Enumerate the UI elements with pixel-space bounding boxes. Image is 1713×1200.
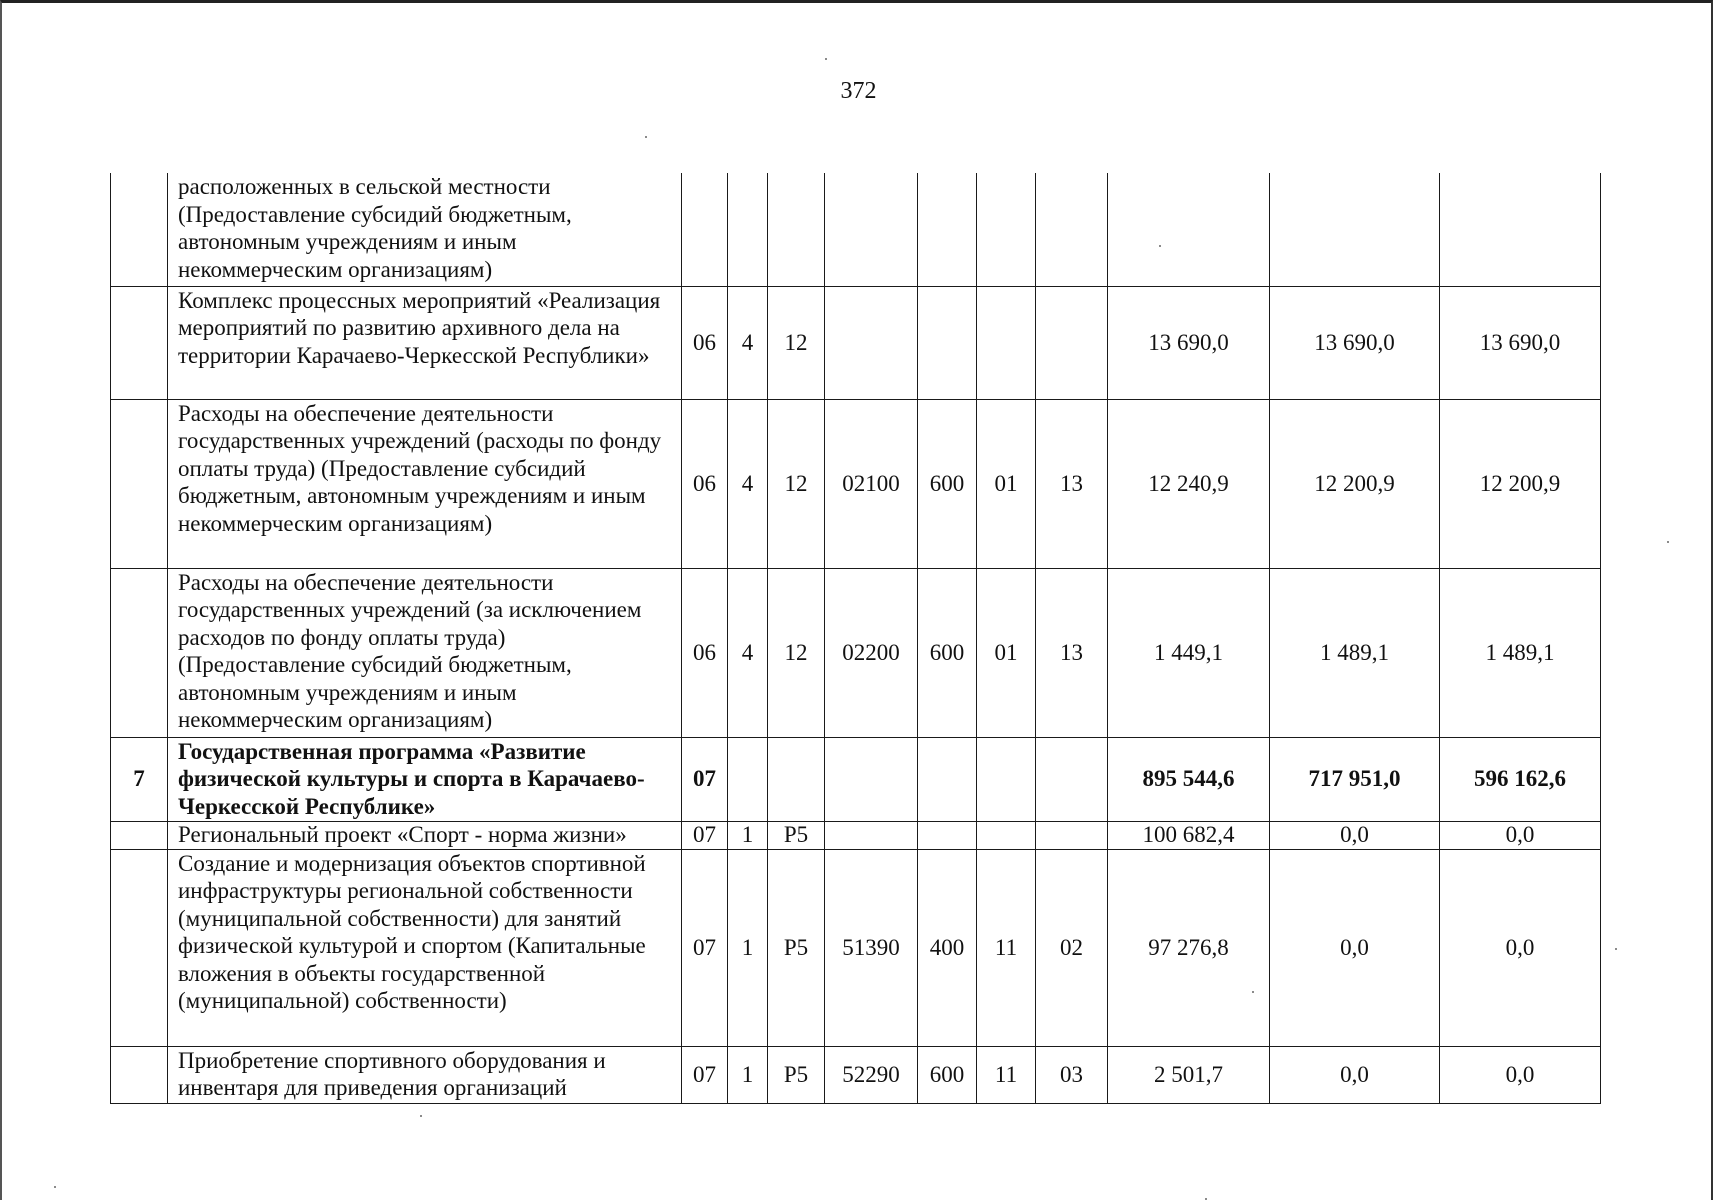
- scan-speck: [420, 1115, 422, 1117]
- amount-2: 1 489,1: [1270, 568, 1440, 737]
- row-number: 7: [111, 737, 168, 821]
- code-6: 11: [977, 1046, 1036, 1103]
- amount-2: [1270, 173, 1440, 286]
- row-number: [111, 399, 168, 568]
- code-3: 12: [768, 568, 825, 737]
- row-number: [111, 821, 168, 849]
- page-number: 372: [840, 78, 877, 104]
- code-1: 06: [682, 568, 728, 737]
- code-1: 06: [682, 286, 728, 399]
- amount-3: 12 200,9: [1440, 399, 1601, 568]
- code-5: [918, 821, 977, 849]
- code-4: [825, 821, 918, 849]
- code-7: 13: [1036, 399, 1108, 568]
- code-6: [977, 173, 1036, 286]
- amount-1: 895 544,6: [1108, 737, 1270, 821]
- table-row: [111, 849, 1601, 1046]
- row-name: Комплекс процессных мероприятий «Реализация мероприятий по развитию архивного дела на территории Карачаево-Черкесской Республики»: [168, 286, 682, 399]
- code-7: 13: [1036, 568, 1108, 737]
- row-name: Региональный проект «Спорт - норма жизни»: [168, 821, 682, 849]
- amount-1: 2 501,7: [1108, 1046, 1270, 1103]
- row-name: Создание и модернизация объектов спортивной инфраструктуры региональной собственности (муниципальной собственности) для занятий физической культурой и спортом (Капитальные вложения в объекты государственной (муниципальной) собственности): [168, 849, 682, 1046]
- code-6: [977, 286, 1036, 399]
- code-2: [728, 173, 768, 286]
- code-3: [768, 173, 825, 286]
- code-4: 51390: [825, 849, 918, 1046]
- amount-3: 13 690,0: [1440, 286, 1601, 399]
- scan-speck: [825, 58, 827, 60]
- code-5: [918, 286, 977, 399]
- amount-2: 0,0: [1270, 821, 1440, 849]
- code-4: [825, 173, 918, 286]
- code-5: 600: [918, 568, 977, 737]
- code-1: 07: [682, 849, 728, 1046]
- row-name: Расходы на обеспечение деятельности государственных учреждений (за исключением расходов по фонду оплаты труда) (Предоставление субсидий бюджетным, автономным учреждениям и иным некоммерческим организациям): [168, 568, 682, 737]
- code-5: [918, 737, 977, 821]
- code-7: [1036, 821, 1108, 849]
- amount-3: 0,0: [1440, 1046, 1601, 1103]
- code-2: 1: [728, 849, 768, 1046]
- scan-speck: [1615, 948, 1617, 950]
- code-6: 11: [977, 849, 1036, 1046]
- code-7: [1036, 737, 1108, 821]
- amount-2: 13 690,0: [1270, 286, 1440, 399]
- code-2: [728, 737, 768, 821]
- code-2: 1: [728, 1046, 768, 1103]
- code-1: 07: [682, 1046, 728, 1103]
- row-number: [111, 286, 168, 399]
- code-2: 1: [728, 821, 768, 849]
- code-6: 01: [977, 568, 1036, 737]
- amount-1: 97 276,8: [1108, 849, 1270, 1046]
- row-number: [111, 173, 168, 286]
- amount-2: 12 200,9: [1270, 399, 1440, 568]
- table-row: [111, 568, 1601, 737]
- row-name: расположенных в сельской местности (Предоставление субсидий бюджетным, автономным учреждениям и иным некоммерческим организациям): [168, 173, 682, 286]
- code-1: [682, 173, 728, 286]
- code-4: 02200: [825, 568, 918, 737]
- scan-speck: [54, 1186, 56, 1188]
- scan-speck: [1667, 541, 1669, 543]
- row-number: [111, 1046, 168, 1103]
- code-4: 02100: [825, 399, 918, 568]
- row-name: Расходы на обеспечение деятельности государственных учреждений (расходы по фонду оплаты труда) (Предоставление субсидий бюджетным, автономным учреждениям и иным некоммерческим организациям): [168, 399, 682, 568]
- scan-speck: [645, 136, 647, 138]
- code-2: 4: [728, 568, 768, 737]
- scan-speck: [1252, 991, 1254, 993]
- code-7: 03: [1036, 1046, 1108, 1103]
- code-1: 06: [682, 399, 728, 568]
- amount-2: 0,0: [1270, 1046, 1440, 1103]
- code-5: 600: [918, 1046, 977, 1103]
- code-3: 12: [768, 286, 825, 399]
- code-6: [977, 821, 1036, 849]
- table-row: [111, 286, 1601, 399]
- code-4: [825, 286, 918, 399]
- amount-3: 0,0: [1440, 821, 1601, 849]
- code-3: Р5: [768, 821, 825, 849]
- row-name: Приобретение спортивного оборудования и инвентаря для приведения организаций: [168, 1046, 682, 1103]
- code-7: [1036, 286, 1108, 399]
- code-5: 600: [918, 399, 977, 568]
- code-4: 52290: [825, 1046, 918, 1103]
- code-5: [918, 173, 977, 286]
- scan-speck: [1159, 245, 1161, 247]
- code-6: [977, 737, 1036, 821]
- amount-3: [1440, 173, 1601, 286]
- row-name: Государственная программа «Развитие физической культуры и спорта в Карачаево-Черкесской Республике»: [168, 737, 682, 821]
- amount-1: [1108, 173, 1270, 286]
- code-3: Р5: [768, 1046, 825, 1103]
- amount-3: 1 489,1: [1440, 568, 1601, 737]
- amount-1: 12 240,9: [1108, 399, 1270, 568]
- code-4: [825, 737, 918, 821]
- code-7: [1036, 173, 1108, 286]
- code-1: 07: [682, 737, 728, 821]
- table-row: [111, 1046, 1601, 1103]
- amount-1: 100 682,4: [1108, 821, 1270, 849]
- code-2: 4: [728, 399, 768, 568]
- table-row: [111, 821, 1601, 849]
- code-6: 01: [977, 399, 1036, 568]
- row-number: [111, 568, 168, 737]
- code-1: 07: [682, 821, 728, 849]
- table-row-program: [111, 737, 1601, 821]
- amount-1: 1 449,1: [1108, 568, 1270, 737]
- code-5: 400: [918, 849, 977, 1046]
- code-7: 02: [1036, 849, 1108, 1046]
- row-number: [111, 849, 168, 1046]
- code-2: 4: [728, 286, 768, 399]
- amount-2: 717 951,0: [1270, 737, 1440, 821]
- table-row: [111, 399, 1601, 568]
- table-row: [111, 173, 1601, 286]
- budget-table: [110, 173, 1601, 1104]
- amount-1: 13 690,0: [1108, 286, 1270, 399]
- code-3: 12: [768, 399, 825, 568]
- amount-2: 0,0: [1270, 849, 1440, 1046]
- code-3: [768, 737, 825, 821]
- amount-3: 596 162,6: [1440, 737, 1601, 821]
- amount-3: 0,0: [1440, 849, 1601, 1046]
- code-3: Р5: [768, 849, 825, 1046]
